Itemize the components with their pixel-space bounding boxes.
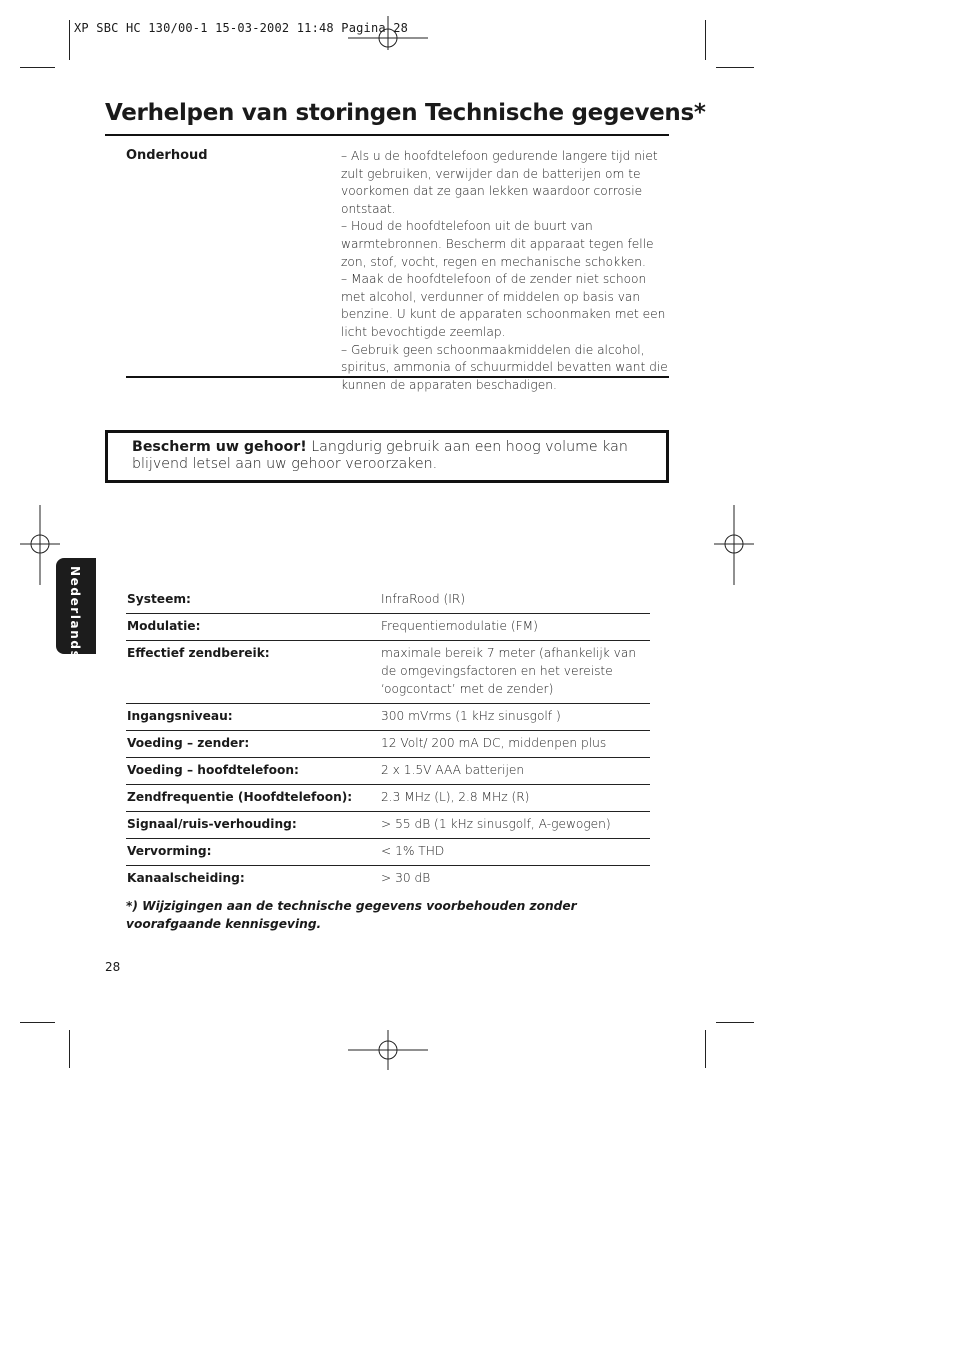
crop-mark <box>705 20 706 60</box>
spec-label: Effectief zendbereik: <box>127 646 270 660</box>
spec-value: < 1% THD <box>381 844 445 858</box>
spec-value: InfraRood (IR) <box>381 592 466 606</box>
print-slug: XP SBC HC 130/00-1 15-03-2002 11:48 Pagina 28 <box>74 21 409 35</box>
maintenance-label: Onderhoud <box>126 148 208 163</box>
spec-label: Signaal/ruis-verhouding: <box>127 817 297 831</box>
registration-mark-icon <box>714 505 754 585</box>
spec-label: Voeding – zender: <box>127 736 250 750</box>
spec-value: maximale bereik 7 meter (afhankelijk van de omgevingsfactoren en het vereiste ‘oogcontact’ met de zender) <box>381 646 637 696</box>
hearing-warning-heading: Bescherm uw gehoor! <box>132 439 307 455</box>
footnote: *) Wijzigingen aan de technische gegevens voorbehouden zonder voorafgaande kennisgeving. <box>126 899 577 931</box>
registration-mark-icon <box>348 1030 428 1070</box>
hearing-warning-body: Langdurig gebruik aan een hoog volume kan blijvend letsel aan uw gehoor veroorzaken. <box>132 439 628 472</box>
maintenance-paragraph: – Gebruik geen schoonmaakmiddelen die alcohol, spiritus, ammonia of schuurmiddel bevatten want die kunnen de apparaten beschadigen. <box>341 342 668 392</box>
spec-label: Voeding – hoofdtelefoon: <box>127 763 299 777</box>
spec-value: > 55 dB (1 kHz sinusgolf, A-gewogen) <box>381 817 611 831</box>
table-row <box>126 587 650 614</box>
spec-label: Ingangsniveau: <box>127 709 233 723</box>
language-tab-label: Nederlands <box>68 566 82 660</box>
spec-value: 2 x 1.5V AAA batterijen <box>381 763 525 777</box>
maintenance-paragraph: – Als u de hoofdtelefoon gedurende langere tijd niet zult gebruiken, verwijder dan de batterijen om te voorkomen dat ze gaan lekken waardoor corrosie ontstaat. <box>341 149 658 216</box>
maintenance-divider <box>126 376 669 378</box>
spec-label: Zendfrequentie (Hoofdtelefoon): <box>127 790 353 804</box>
spec-label: Vervorming: <box>127 844 212 858</box>
title-divider <box>105 134 669 136</box>
spec-label: Systeem: <box>127 592 191 606</box>
hearing-warning-box <box>105 430 669 483</box>
maintenance-paragraph: – Maak de hoofdtelefoon of de zender niet schoon met alcohol, verdunner of middelen op basis van benzine. U kunt de apparaten schoonmaken met een licht bevochtigde zeemlap. <box>341 272 666 339</box>
spec-value: > 30 dB <box>381 871 431 885</box>
crop-mark <box>716 67 754 68</box>
crop-mark <box>20 1022 55 1023</box>
crop-mark <box>69 20 70 60</box>
table-row <box>126 785 650 812</box>
page-number: 28 <box>105 960 121 974</box>
table-row <box>126 704 650 731</box>
table-row <box>126 641 650 704</box>
table-row <box>126 731 650 758</box>
maintenance-paragraph: – Houd de hoofdtelefoon uit de buurt van warmtebronnen. Bescherm dit apparaat tegen felle zon, stof, vocht, regen en mechanische schokken. <box>341 219 654 269</box>
table-row <box>126 758 650 785</box>
crop-mark <box>69 1030 70 1068</box>
spec-value: 300 mVrms (1 kHz sinusgolf ) <box>381 709 561 723</box>
spec-value: 2.3 MHz (L), 2.8 MHz (R) <box>381 790 530 804</box>
spec-label: Modulatie: <box>127 619 201 633</box>
table-row <box>126 614 650 641</box>
table-row <box>126 839 650 866</box>
spec-value: 12 Volt/ 200 mA DC, middenpen plus <box>381 736 607 750</box>
registration-mark-icon <box>20 505 60 585</box>
table-row <box>126 812 650 839</box>
language-tab <box>56 558 96 660</box>
maintenance-text <box>341 148 671 394</box>
hearing-warning-text <box>132 439 652 473</box>
spec-label: Kanaalscheiding: <box>127 871 245 885</box>
crop-mark <box>705 1030 706 1068</box>
table-row <box>126 866 650 893</box>
spec-value: Frequentiemodulatie (FM) <box>381 619 538 633</box>
page-title: Verhelpen van storingen Technische gegevens* <box>105 100 706 126</box>
crop-mark <box>20 67 55 68</box>
crop-mark <box>716 1022 754 1023</box>
spec-table <box>126 587 650 892</box>
